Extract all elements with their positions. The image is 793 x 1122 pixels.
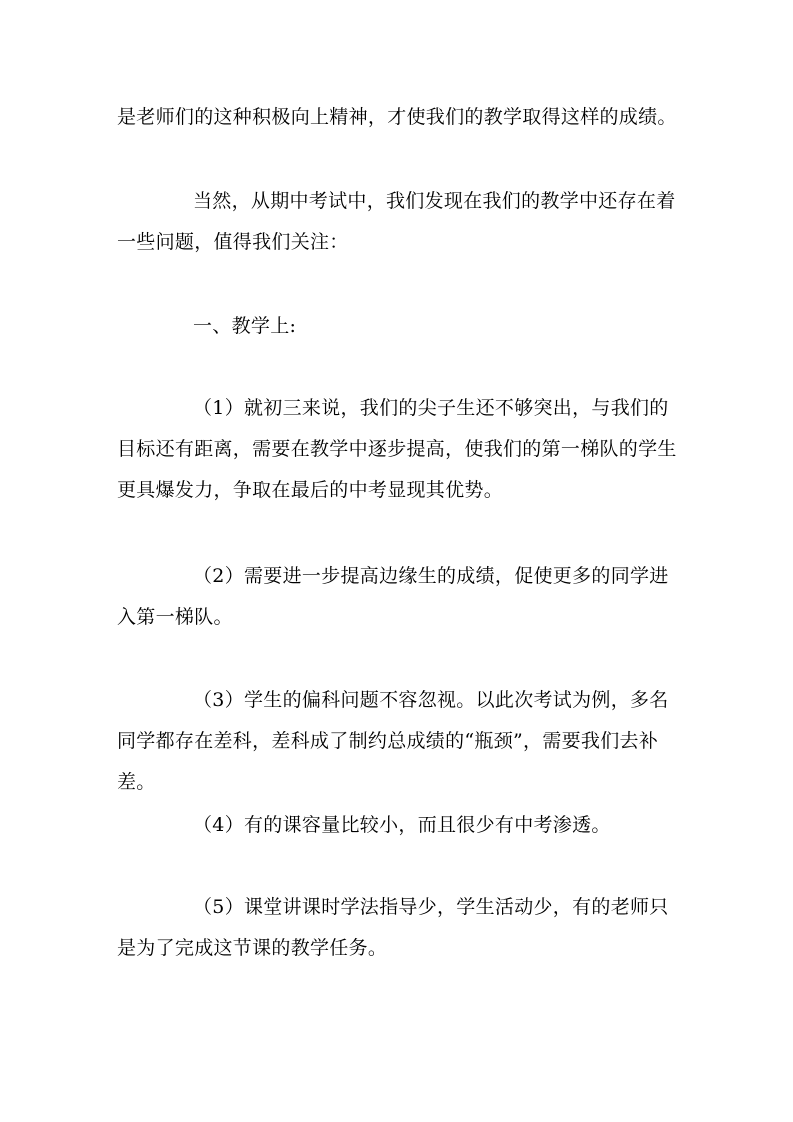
paragraph-issues-intro: 当然，从期中考试中，我们发现在我们的教学中还存在着一些问题，值得我们关注： [117, 190, 676, 253]
list-item-1: （1）就初三来说，我们的尖子生还不够突出，与我们的目标还有距离，需要在教学中逐步提高，使我们的第一梯队的学生更具爆发力，争取在最后的中考显现其优势。 [117, 397, 677, 501]
list-item-4: （4）有的课容量比较小，而且很少有中考渗透。 [193, 814, 611, 836]
list-item-5: （5）课堂讲课时学法指导少，学生活动少，有的老师只是为了完成这节课的教学任务。 [117, 896, 669, 959]
list-item-3: （3）学生的偏科问题不容忽视。以此次考试为例，多名同学都存在差科，差科成了制约总成绩的“瓶颈”，需要我们去补差。 [117, 689, 669, 793]
section-heading-teaching: 一、教学上: [193, 315, 297, 337]
list-item-2: （2）需要进一步提高边缘生的成绩，促使更多的同学进入第一梯队。 [117, 565, 669, 628]
paragraph-continuation: 是老师们的这种积极向上精神，才使我们的教学取得这样的成绩。 [117, 106, 677, 128]
